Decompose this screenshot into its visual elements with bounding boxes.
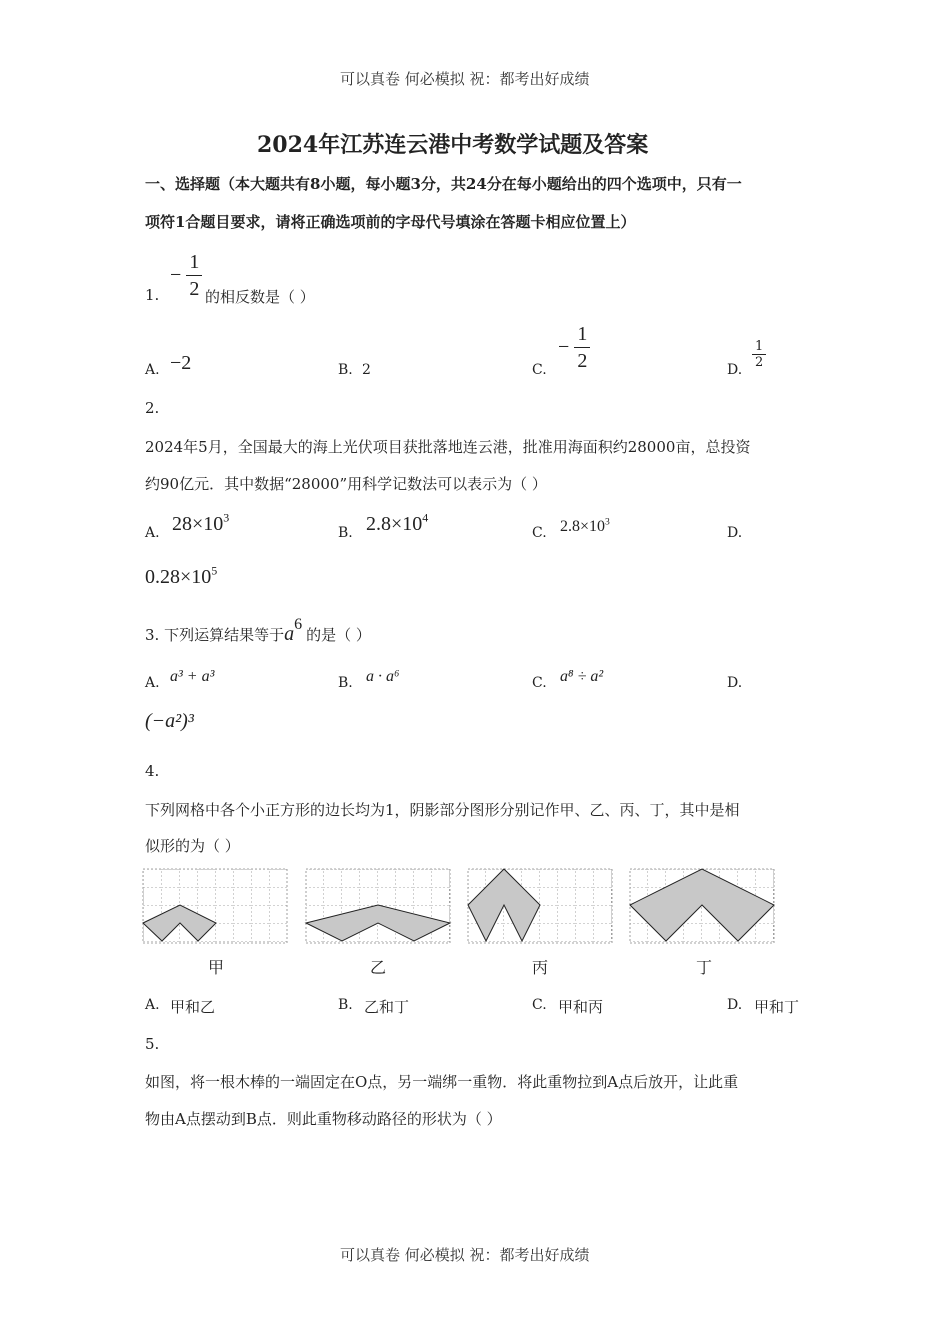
q3-exp: 6	[294, 615, 303, 633]
caption-ding: 丁	[696, 958, 713, 977]
q3-stem	[145, 615, 371, 646]
q5-stem-line1: 如图，将一根木棒的一端固定在O点，另一端绑一重物．将此重物拉到A点后放开，让此重	[145, 1073, 739, 1091]
q2-stem-line1: 2024年5月，全国最大的海上光伏项目获批落地连云港，批准用海面积约28000亩，总投资	[145, 438, 751, 456]
q1-frac-num: 1	[186, 252, 202, 276]
q1-option-c-label[interactable]: C.	[532, 362, 547, 378]
q3-option-d-value: (−a²)³	[145, 710, 194, 732]
q3-option-b-value: a · a⁶	[366, 668, 400, 685]
q1-number: 1.	[145, 286, 160, 304]
q1-fraction	[170, 252, 202, 299]
q4-option-d-label[interactable]: D.	[727, 997, 743, 1013]
q4-option-d-text: 甲和丁	[754, 998, 800, 1016]
caption-yi: 乙	[370, 958, 387, 977]
q1-frac	[186, 252, 202, 299]
q3-option-a-value: a³ + a³	[170, 668, 215, 685]
q3-option-d-label[interactable]: D.	[727, 675, 743, 691]
q4-option-c-label[interactable]: C.	[532, 997, 547, 1013]
caption-jia: 甲	[208, 958, 225, 977]
q4-number: 4.	[145, 762, 160, 780]
q3-option-b-label[interactable]: B.	[338, 675, 353, 691]
q1-c-sign: −	[558, 336, 570, 358]
q4-option-a-text: 甲和乙	[170, 998, 216, 1016]
q1-option-c-value	[558, 324, 590, 371]
q2-option-c-label[interactable]: C.	[532, 525, 547, 541]
q2-d-base: 0.28×10	[145, 566, 212, 588]
grid-jia	[143, 869, 287, 943]
q1-option-a-value: −2	[170, 352, 192, 374]
page-footer: 可以真卷 何必模拟 祝：都考出好成绩	[340, 1246, 590, 1264]
q1-option-d-label[interactable]: D.	[727, 362, 743, 378]
q1-option-b-value: 2	[362, 362, 371, 378]
q1-d-num: 1	[752, 340, 766, 355]
q2-b-base: 2.8×10	[366, 513, 423, 535]
q2-option-b-label[interactable]: B.	[338, 525, 353, 541]
grid-ding	[630, 869, 774, 943]
q2-d-exp: 5	[211, 563, 218, 578]
q3-suffix: 的是（ ）	[306, 626, 371, 644]
q4-option-c-text: 甲和丙	[558, 998, 604, 1016]
q3-a: a	[284, 623, 295, 645]
q2-c-base: 2.8×10	[560, 518, 606, 535]
q2-a-exp: 3	[223, 510, 230, 525]
caption-bing: 丙	[532, 958, 549, 977]
section-heading-line2: 项符1合题目要求，请将正确选项前的字母代号填涂在答题卡相应位置上）	[145, 213, 636, 231]
page-title: 2024年江苏连云港中考数学试题及答案	[257, 132, 649, 158]
q1-option-a-label[interactable]: A.	[145, 362, 160, 378]
grid-bing	[468, 869, 612, 943]
q2-option-d-value	[145, 563, 218, 589]
page-header: 可以真卷 何必模拟 祝：都考出好成绩	[340, 70, 590, 88]
q1-option-b-label[interactable]: B.	[338, 362, 353, 378]
q1-sign: −	[170, 264, 182, 286]
q2-option-a-label[interactable]: A.	[145, 525, 160, 541]
q1-frac-den: 2	[189, 278, 200, 300]
q5-number: 5.	[145, 1035, 160, 1053]
q4-stem-line2: 似形的为（ ）	[145, 837, 240, 855]
q3-option-c-value: a⁸ ÷ a²	[560, 668, 604, 685]
q2-number: 2.	[145, 399, 160, 417]
q4-option-b-label[interactable]: B.	[338, 997, 353, 1013]
q5-stem-line2: 物由A点摆动到B点．则此重物移动路径的形状为（ ）	[145, 1110, 502, 1128]
q1-c-num: 1	[574, 324, 590, 348]
q2-option-b-value	[366, 510, 429, 536]
q2-option-d-label[interactable]: D.	[727, 525, 743, 541]
q4-figures	[140, 866, 785, 950]
grid-yi	[306, 869, 450, 943]
q4-stem-line1: 下列网格中各个小正方形的边长均为1，阴影部分图形分别记作甲、乙、丙、丁，其中是相	[145, 801, 740, 819]
q1-option-d-value	[752, 340, 766, 369]
q2-b-exp: 4	[422, 510, 429, 525]
q4-option-a-label[interactable]: A.	[145, 997, 160, 1013]
section-heading-line1: 一、选择题（本大题共有8小题，每小题3分，共24分在每小题给出的四个选项中，只有一	[145, 175, 742, 193]
q2-a-base: 28×10	[172, 513, 224, 535]
q1-c-frac	[574, 324, 590, 371]
q1-d-frac	[752, 340, 766, 369]
q2-option-c-value	[560, 518, 610, 536]
q1-stem: 的相反数是（ ）	[205, 288, 315, 306]
q2-stem-line2: 约90亿元．其中数据“28000”用科学记数法可以表示为（ ）	[145, 475, 547, 493]
q3-option-a-label[interactable]: A.	[145, 675, 160, 691]
q4-option-b-text: 乙和丁	[364, 998, 410, 1016]
q1-d-den: 2	[755, 355, 764, 370]
q2-option-a-value	[172, 510, 230, 536]
q2-c-exp: 3	[605, 516, 610, 528]
q3-option-c-label[interactable]: C.	[532, 675, 547, 691]
q1-c-den: 2	[577, 350, 588, 372]
q3-prefix: 3. 下列运算结果等于	[145, 626, 285, 644]
